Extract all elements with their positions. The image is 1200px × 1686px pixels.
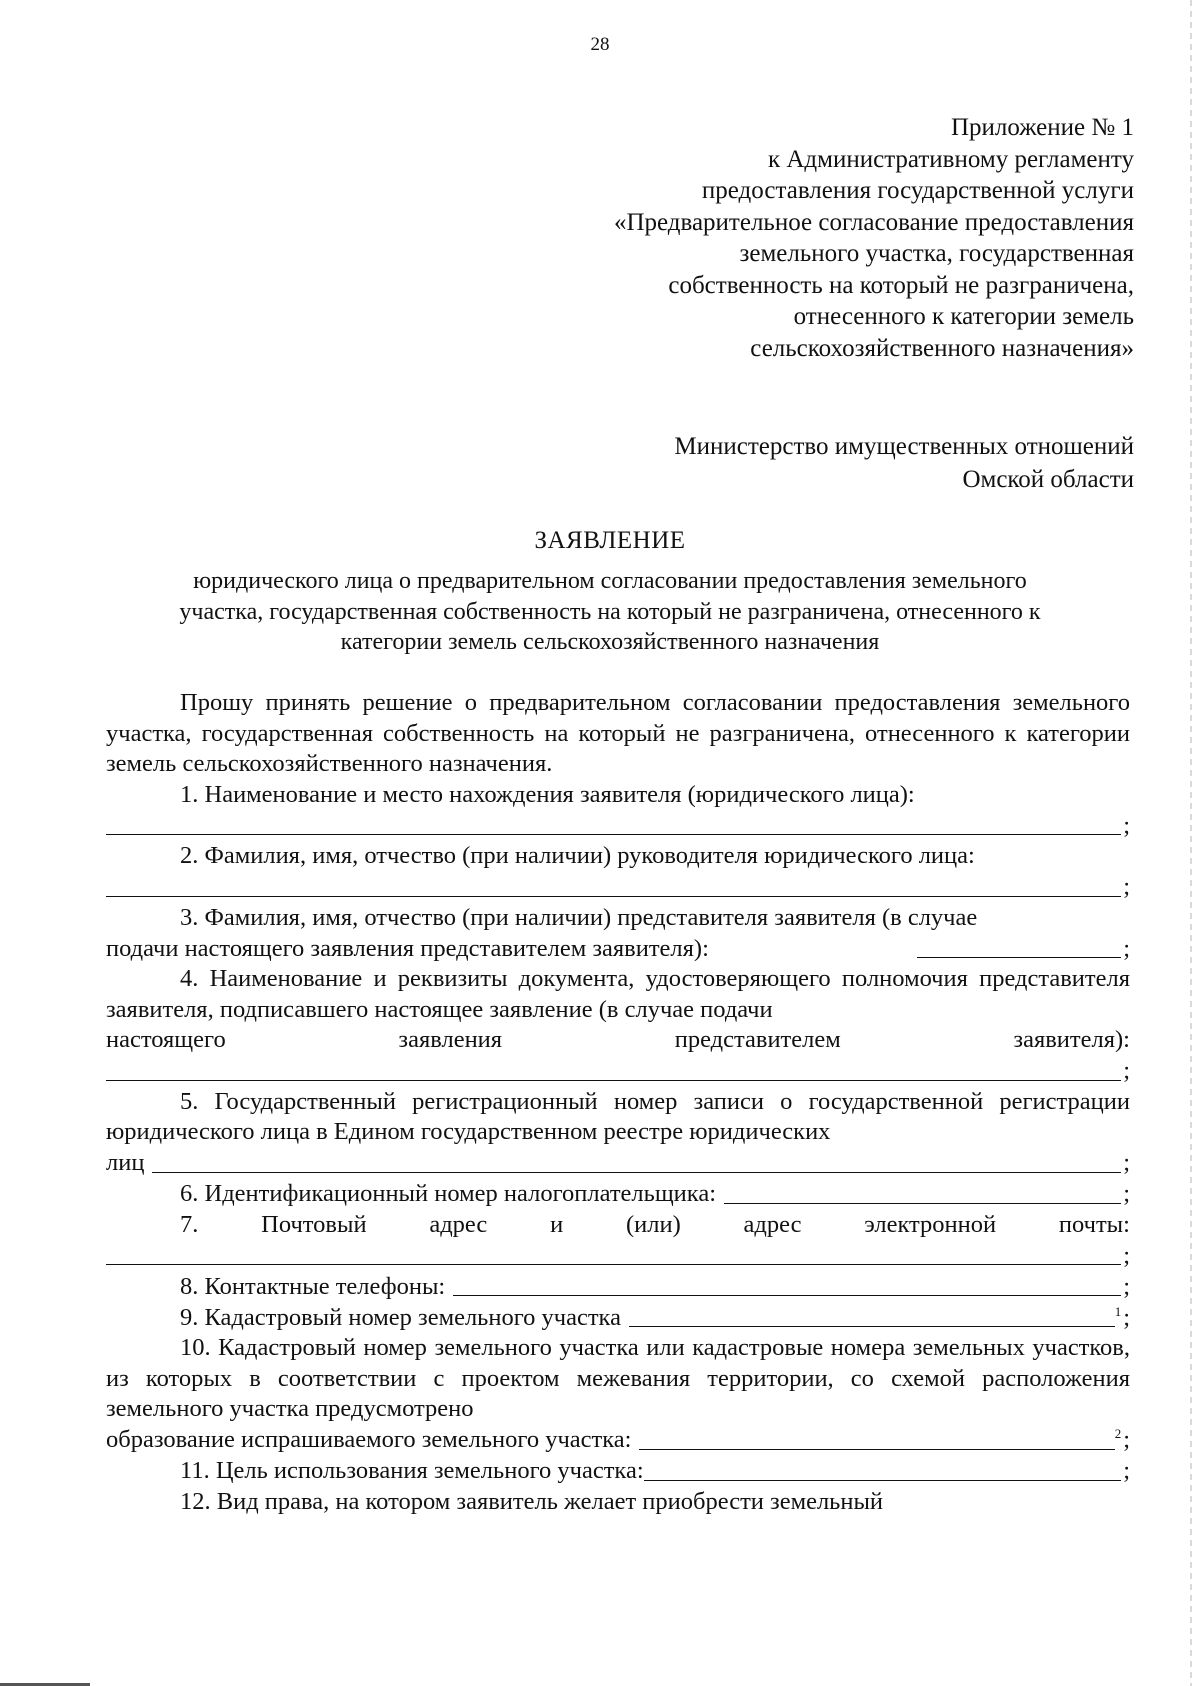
appendix-line: земельного участка, государственная: [739, 240, 1134, 267]
semicolon: ;: [1123, 1272, 1130, 1300]
item-4-word: представителем: [674, 1026, 841, 1053]
addressee: [494, 430, 1134, 496]
appendix-line: сельскохозяйственного назначения»: [750, 334, 1134, 362]
semicolon: ;: [1123, 873, 1130, 900]
item-8-blank[interactable]: [453, 1273, 1121, 1296]
item-9-blank[interactable]: [629, 1304, 1115, 1327]
item-9-label: 9. Кадастровый номер земельного участка: [180, 1303, 621, 1331]
semicolon: ;: [1123, 1426, 1130, 1453]
appendix-line: «Предварительное согласование предоставления: [613, 208, 1134, 236]
item-9-field[interactable]: [106, 1302, 1130, 1333]
semicolon: ;: [1123, 1057, 1130, 1084]
item-7-word: адрес: [743, 1210, 802, 1238]
appendix-line: к Административному регламенту: [767, 145, 1134, 173]
item-7-label: [106, 1210, 1130, 1241]
appendix-line: Приложение № 1: [950, 114, 1134, 141]
appendix-line: собственность на который не разграничена,: [668, 271, 1134, 299]
item-7-word: и: [550, 1210, 564, 1238]
item-1-blank[interactable]: [106, 812, 1121, 835]
item-7-word: адрес: [429, 1210, 488, 1238]
item-5-blank[interactable]: [152, 1150, 1121, 1173]
item-7-word: электронной: [864, 1210, 997, 1238]
item-5-label: 5. Государственный регистрационный номер записи о государственной регистрации юридического лица в Едином государственном реестре юридических: [106, 1087, 1130, 1145]
item-11-field[interactable]: [106, 1456, 1130, 1487]
document-title: ЗАЯВЛЕНИЕ: [534, 527, 686, 554]
item-10-tail: образование испрашиваемого земельного участка:: [106, 1426, 632, 1453]
footnote-mark: 1: [1114, 1303, 1122, 1319]
semicolon: ;: [1123, 1241, 1130, 1269]
item-3-field[interactable]: [106, 933, 1130, 964]
semicolon: ;: [1123, 1303, 1130, 1331]
semicolon: ;: [1123, 1149, 1130, 1176]
item-7-word: Почтовый: [261, 1210, 367, 1238]
item-2-field[interactable]: [106, 872, 1130, 903]
item-10-field[interactable]: [106, 1425, 1130, 1456]
appendix-line: отнесенного к категории земель: [793, 303, 1134, 330]
semicolon: ;: [1123, 1457, 1130, 1484]
item-3-label: 3. Фамилия, имя, отчество (при наличии) представителя заявителя (в случае: [180, 903, 978, 931]
item-6-label: 6. Идентификационный номер налогоплательщика:: [180, 1180, 717, 1207]
item-4-blank[interactable]: [106, 1058, 1121, 1081]
item-10-blank[interactable]: [639, 1427, 1114, 1450]
appendix-line: предоставления государственной услуги: [701, 177, 1134, 204]
item-8-field[interactable]: [106, 1271, 1130, 1302]
item-4-word: настоящего: [106, 1026, 226, 1053]
item-7-field[interactable]: [106, 1240, 1130, 1271]
item-4-label: 4. Наименование и реквизиты документа, удостоверяющего полномочия представителя заявителя, подписавшего настоящее заявление (в случае подачи: [106, 965, 1130, 1023]
subtitle-line: юридического лица о предварительном согласовании предоставления земельного: [193, 568, 1027, 594]
item-4-last-line: [106, 1025, 1130, 1056]
item-7-blank[interactable]: [106, 1242, 1121, 1265]
page-number: 28: [590, 34, 610, 55]
item-3-tail: подачи настоящего заявления представителем заявителя):: [106, 934, 709, 962]
item-11-blank[interactable]: [644, 1458, 1122, 1481]
subtitle-line: категории земель сельскохозяйственного назначения: [340, 629, 880, 655]
item-4-field[interactable]: [106, 1056, 1130, 1087]
item-4-word: заявления: [398, 1026, 503, 1053]
item-8-label: 8. Контактные телефоны:: [180, 1272, 446, 1300]
item-7-word: почты:: [1058, 1210, 1130, 1238]
appendix-header: [494, 112, 1134, 364]
item-5-tail: лиц: [106, 1149, 145, 1176]
item-7-word: 7.: [180, 1210, 199, 1238]
document-subtitle: [100, 566, 1120, 658]
item-1-label: 1. Наименование и место нахождения заявителя (юридического лица):: [180, 780, 915, 808]
addressee-line: Министерство имущественных отношений: [674, 433, 1134, 460]
item-6-field[interactable]: [106, 1179, 1130, 1210]
subtitle-line: участка, государственная собственность на который не разграничена, отнесенного к: [179, 598, 1041, 625]
item-7-word: (или): [625, 1210, 681, 1238]
item-2-blank[interactable]: [106, 874, 1121, 897]
item-1-field[interactable]: [106, 810, 1130, 841]
intro-paragraph: Прошу принять решение о предварительном согласовании предоставления земельного участка, государственная собственность на который не разграничена, отнесенного к категории земель сельскохозяйственного назначения.: [106, 689, 1130, 777]
item-6-blank[interactable]: [724, 1181, 1121, 1204]
item-5-field[interactable]: [106, 1148, 1130, 1179]
footnote-mark: 2: [1114, 1426, 1122, 1441]
addressee-line: Омской области: [962, 466, 1134, 493]
semicolon: ;: [1123, 934, 1130, 962]
semicolon: ;: [1123, 811, 1130, 839]
item-12-label: 12. Вид права, на котором заявитель желает приобрести земельный: [180, 1487, 884, 1515]
item-3-blank[interactable]: [917, 935, 1121, 958]
item-2-label: 2. Фамилия, имя, отчество (при наличии) руководителя юридического лица:: [180, 842, 975, 869]
semicolon: ;: [1123, 1180, 1130, 1207]
application-body: [106, 688, 1130, 1517]
item-10-label: 10. Кадастровый номер земельного участка или кадастровые номера земельных участков, из которых в соответствии с проектом межевания территории, со схемой расположения земельного участка предусмотрено: [106, 1334, 1130, 1422]
scan-edge: [1190, 0, 1192, 1686]
item-4-word: заявителя):: [1013, 1026, 1130, 1053]
item-11-label: 11. Цель использования земельного участка:: [180, 1457, 644, 1484]
